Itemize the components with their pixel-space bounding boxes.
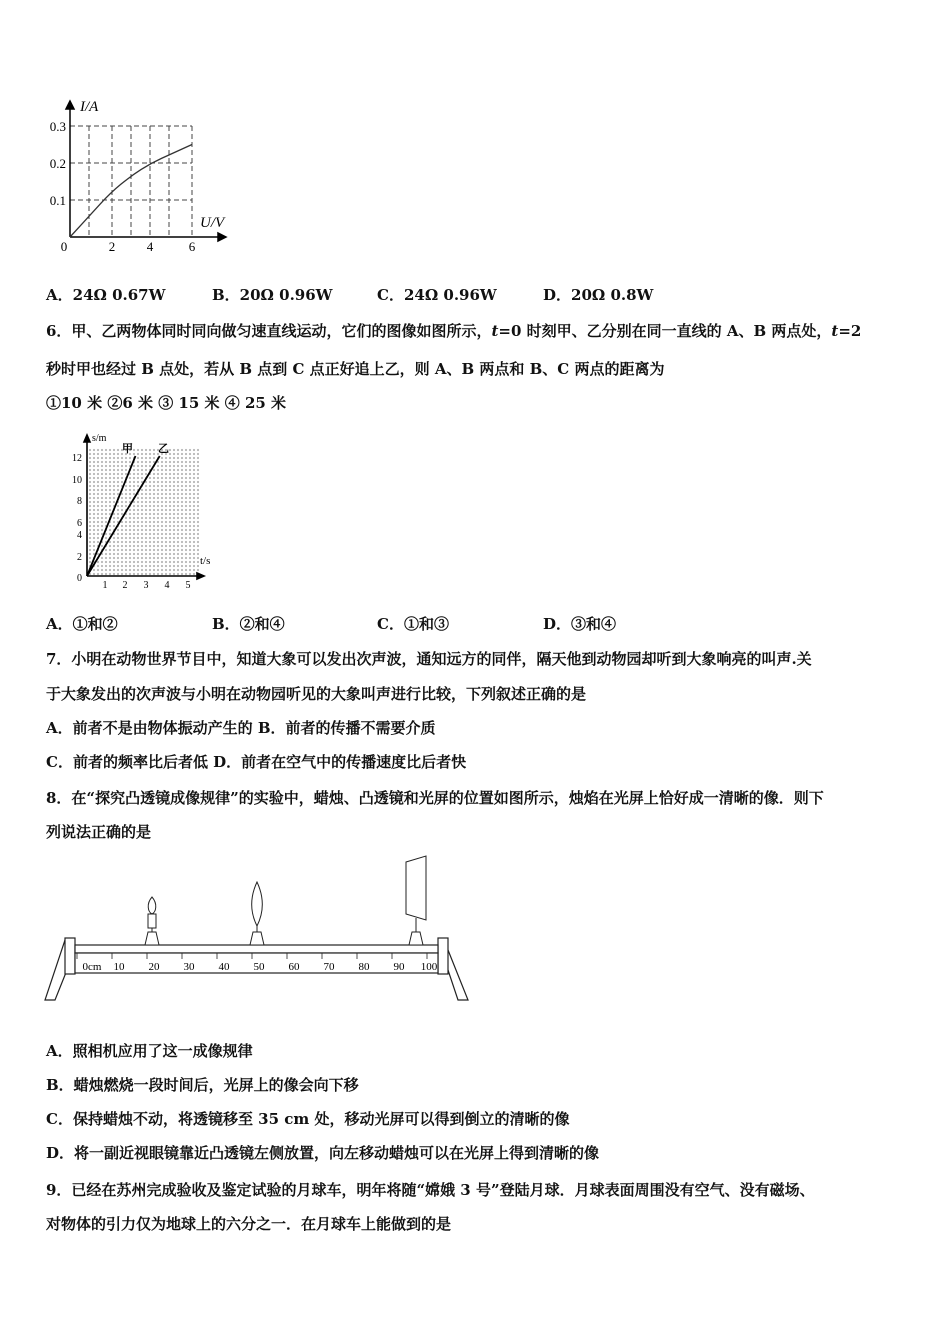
x-tick-label: 1 bbox=[102, 580, 108, 591]
x-tick-label: 4 bbox=[146, 239, 154, 254]
q8-option-a[interactable]: A．照相机应用了这一成像规律 bbox=[46, 1042, 253, 1060]
bench-left-end bbox=[65, 938, 75, 974]
x-axis-label: U/V bbox=[200, 215, 225, 231]
ruler-label: 70 bbox=[323, 961, 335, 973]
x-axis-arrow-icon bbox=[218, 233, 226, 241]
y-tick-label: 0.1 bbox=[49, 193, 66, 208]
y-tick-label: 10 bbox=[72, 475, 82, 486]
bench-rail bbox=[75, 945, 438, 953]
y-tick-label: 0.2 bbox=[49, 156, 66, 171]
q6-choices-line: ①10 米 ②6 米 ③ 15 米 ④ 25 米 bbox=[46, 394, 287, 412]
grid bbox=[70, 126, 192, 237]
q5-option-d[interactable]: D．20Ω 0.8W bbox=[543, 286, 654, 304]
ruler-label: 80 bbox=[358, 961, 370, 973]
y-axis-label: I/A bbox=[80, 99, 99, 115]
x-tick-label: 2 bbox=[122, 580, 128, 591]
ruler-label: 100 bbox=[420, 961, 438, 973]
x-tick-label: 6 bbox=[188, 239, 196, 254]
q6-option-a[interactable]: A．①和② bbox=[46, 615, 118, 633]
light-screen-icon bbox=[406, 856, 426, 945]
ruler-label: 20 bbox=[148, 961, 160, 973]
optical-bench-figure bbox=[40, 852, 480, 1002]
dotted-grid bbox=[87, 448, 199, 576]
ruler-label: 30 bbox=[183, 961, 195, 973]
ruler-label: 60 bbox=[288, 961, 300, 973]
x-tick-label: 4 bbox=[164, 580, 170, 591]
ruler-label: 0cm bbox=[82, 961, 102, 973]
series-label-jia: 甲 bbox=[122, 442, 133, 455]
x-tick-label: 5 bbox=[185, 580, 191, 591]
q5-option-a[interactable]: A．24Ω 0.67W bbox=[46, 286, 166, 304]
bench-right-end bbox=[438, 938, 448, 974]
x-tick-label: 0 bbox=[60, 239, 68, 254]
q6-option-d[interactable]: D．③和④ bbox=[543, 615, 617, 633]
q8-stem-line-2: 列说法正确的是 bbox=[46, 823, 152, 841]
y-axis-arrow-icon bbox=[66, 101, 74, 109]
q5-option-c[interactable]: C．24Ω 0.96W bbox=[377, 286, 497, 304]
y-tick-label: 4 bbox=[77, 530, 82, 541]
ruler-label: 90 bbox=[393, 961, 405, 973]
y-tick-label: 0.3 bbox=[49, 119, 66, 134]
q9-stem-line-1: 9．已经在苏州完成验收及鉴定试验的月球车，明年将随“嫦娥 3 号”登陆月球．月球表面周围没有空气、没有磁场、 bbox=[46, 1181, 815, 1199]
ruler-label: 10 bbox=[113, 961, 125, 973]
convex-lens-icon bbox=[250, 882, 264, 945]
y-tick-label: 12 bbox=[72, 453, 82, 464]
q6-variable-t: t bbox=[491, 322, 499, 340]
current-voltage-graph bbox=[40, 96, 280, 256]
x-axis-arrow-icon bbox=[197, 573, 204, 579]
y-tick-label: 0 bbox=[77, 573, 82, 584]
q6-stem-text: =2 bbox=[838, 322, 862, 340]
distance-time-graph bbox=[60, 428, 250, 598]
q6-option-c[interactable]: C．①和③ bbox=[377, 615, 449, 633]
q8-option-d[interactable]: D．将一副近视眼镜靠近凸透镜左侧放置，向左移动蜡烛可以在光屏上得到清晰的像 bbox=[46, 1144, 600, 1162]
q8-option-b[interactable]: B．蜡烛燃烧一段时间后，光屏上的像会向下移 bbox=[46, 1076, 359, 1094]
q7-stem-line-1: 7．小明在动物世界节目中，知道大象可以发出次声波，通知远方的同伴，隔天他到动物园却听到大象响亮的叫声.关 bbox=[46, 650, 812, 668]
q6-option-b[interactable]: B．②和④ bbox=[212, 615, 285, 633]
ruler-label: 50 bbox=[253, 961, 265, 973]
candle-icon bbox=[145, 897, 159, 945]
q6-variable-t: t bbox=[831, 322, 839, 340]
x-tick-label: 3 bbox=[143, 580, 149, 591]
y-tick-label: 2 bbox=[77, 552, 82, 563]
y-tick-label: 8 bbox=[77, 496, 82, 507]
q8-option-c[interactable]: C．保持蜡烛不动，将透镜移至 35 cm 处，移动光屏可以得到倒立的清晰的像 bbox=[46, 1110, 570, 1128]
q6-stem-text: 6．甲、乙两物体同时同向做匀速直线运动，它们的图像如图所示， bbox=[46, 322, 492, 340]
q7-stem-line-2: 于大象发出的次声波与小明在动物园听见的大象叫声进行比较，下列叙述正确的是 bbox=[46, 685, 587, 703]
q9-stem-line-2: 对物体的引力仅为地球上的六分之一．在月球车上能做到的是 bbox=[46, 1215, 452, 1233]
q6-stem-text: =0 时刻甲、乙分别在同一直线的 A、B 两点处， bbox=[498, 322, 832, 340]
ruler-label: 40 bbox=[218, 961, 230, 973]
q5-option-b[interactable]: B．20Ω 0.96W bbox=[212, 286, 333, 304]
series-label-yi: 乙 bbox=[158, 442, 169, 455]
q6-stem-line-2: 秒时甲也经过 B 点处，若从 B 点到 C 点正好追上乙，则 A、B 两点和 B、C 两点的距离为 bbox=[46, 360, 665, 378]
x-axis-label: t/s bbox=[200, 555, 211, 567]
q7-options-ab[interactable]: A．前者不是由物体振动产生的 B．前者的传播不需要介质 bbox=[46, 719, 436, 737]
y-axis-label: s/m bbox=[92, 433, 107, 444]
q7-options-cd[interactable]: C．前者的频率比后者低 D．前者在空气中的传播速度比后者快 bbox=[46, 753, 467, 771]
q8-stem-line-1: 8．在“探究凸透镜成像规律”的实验中，蜡烛、凸透镜和光屏的位置如图所示，烛焰在光屏上恰好成一清晰的像．则下 bbox=[46, 789, 824, 807]
q6-stem-line-1 bbox=[46, 321, 861, 341]
y-tick-label: 6 bbox=[77, 518, 82, 529]
y-axis-arrow-icon bbox=[84, 435, 90, 442]
x-tick-label: 2 bbox=[108, 239, 116, 254]
